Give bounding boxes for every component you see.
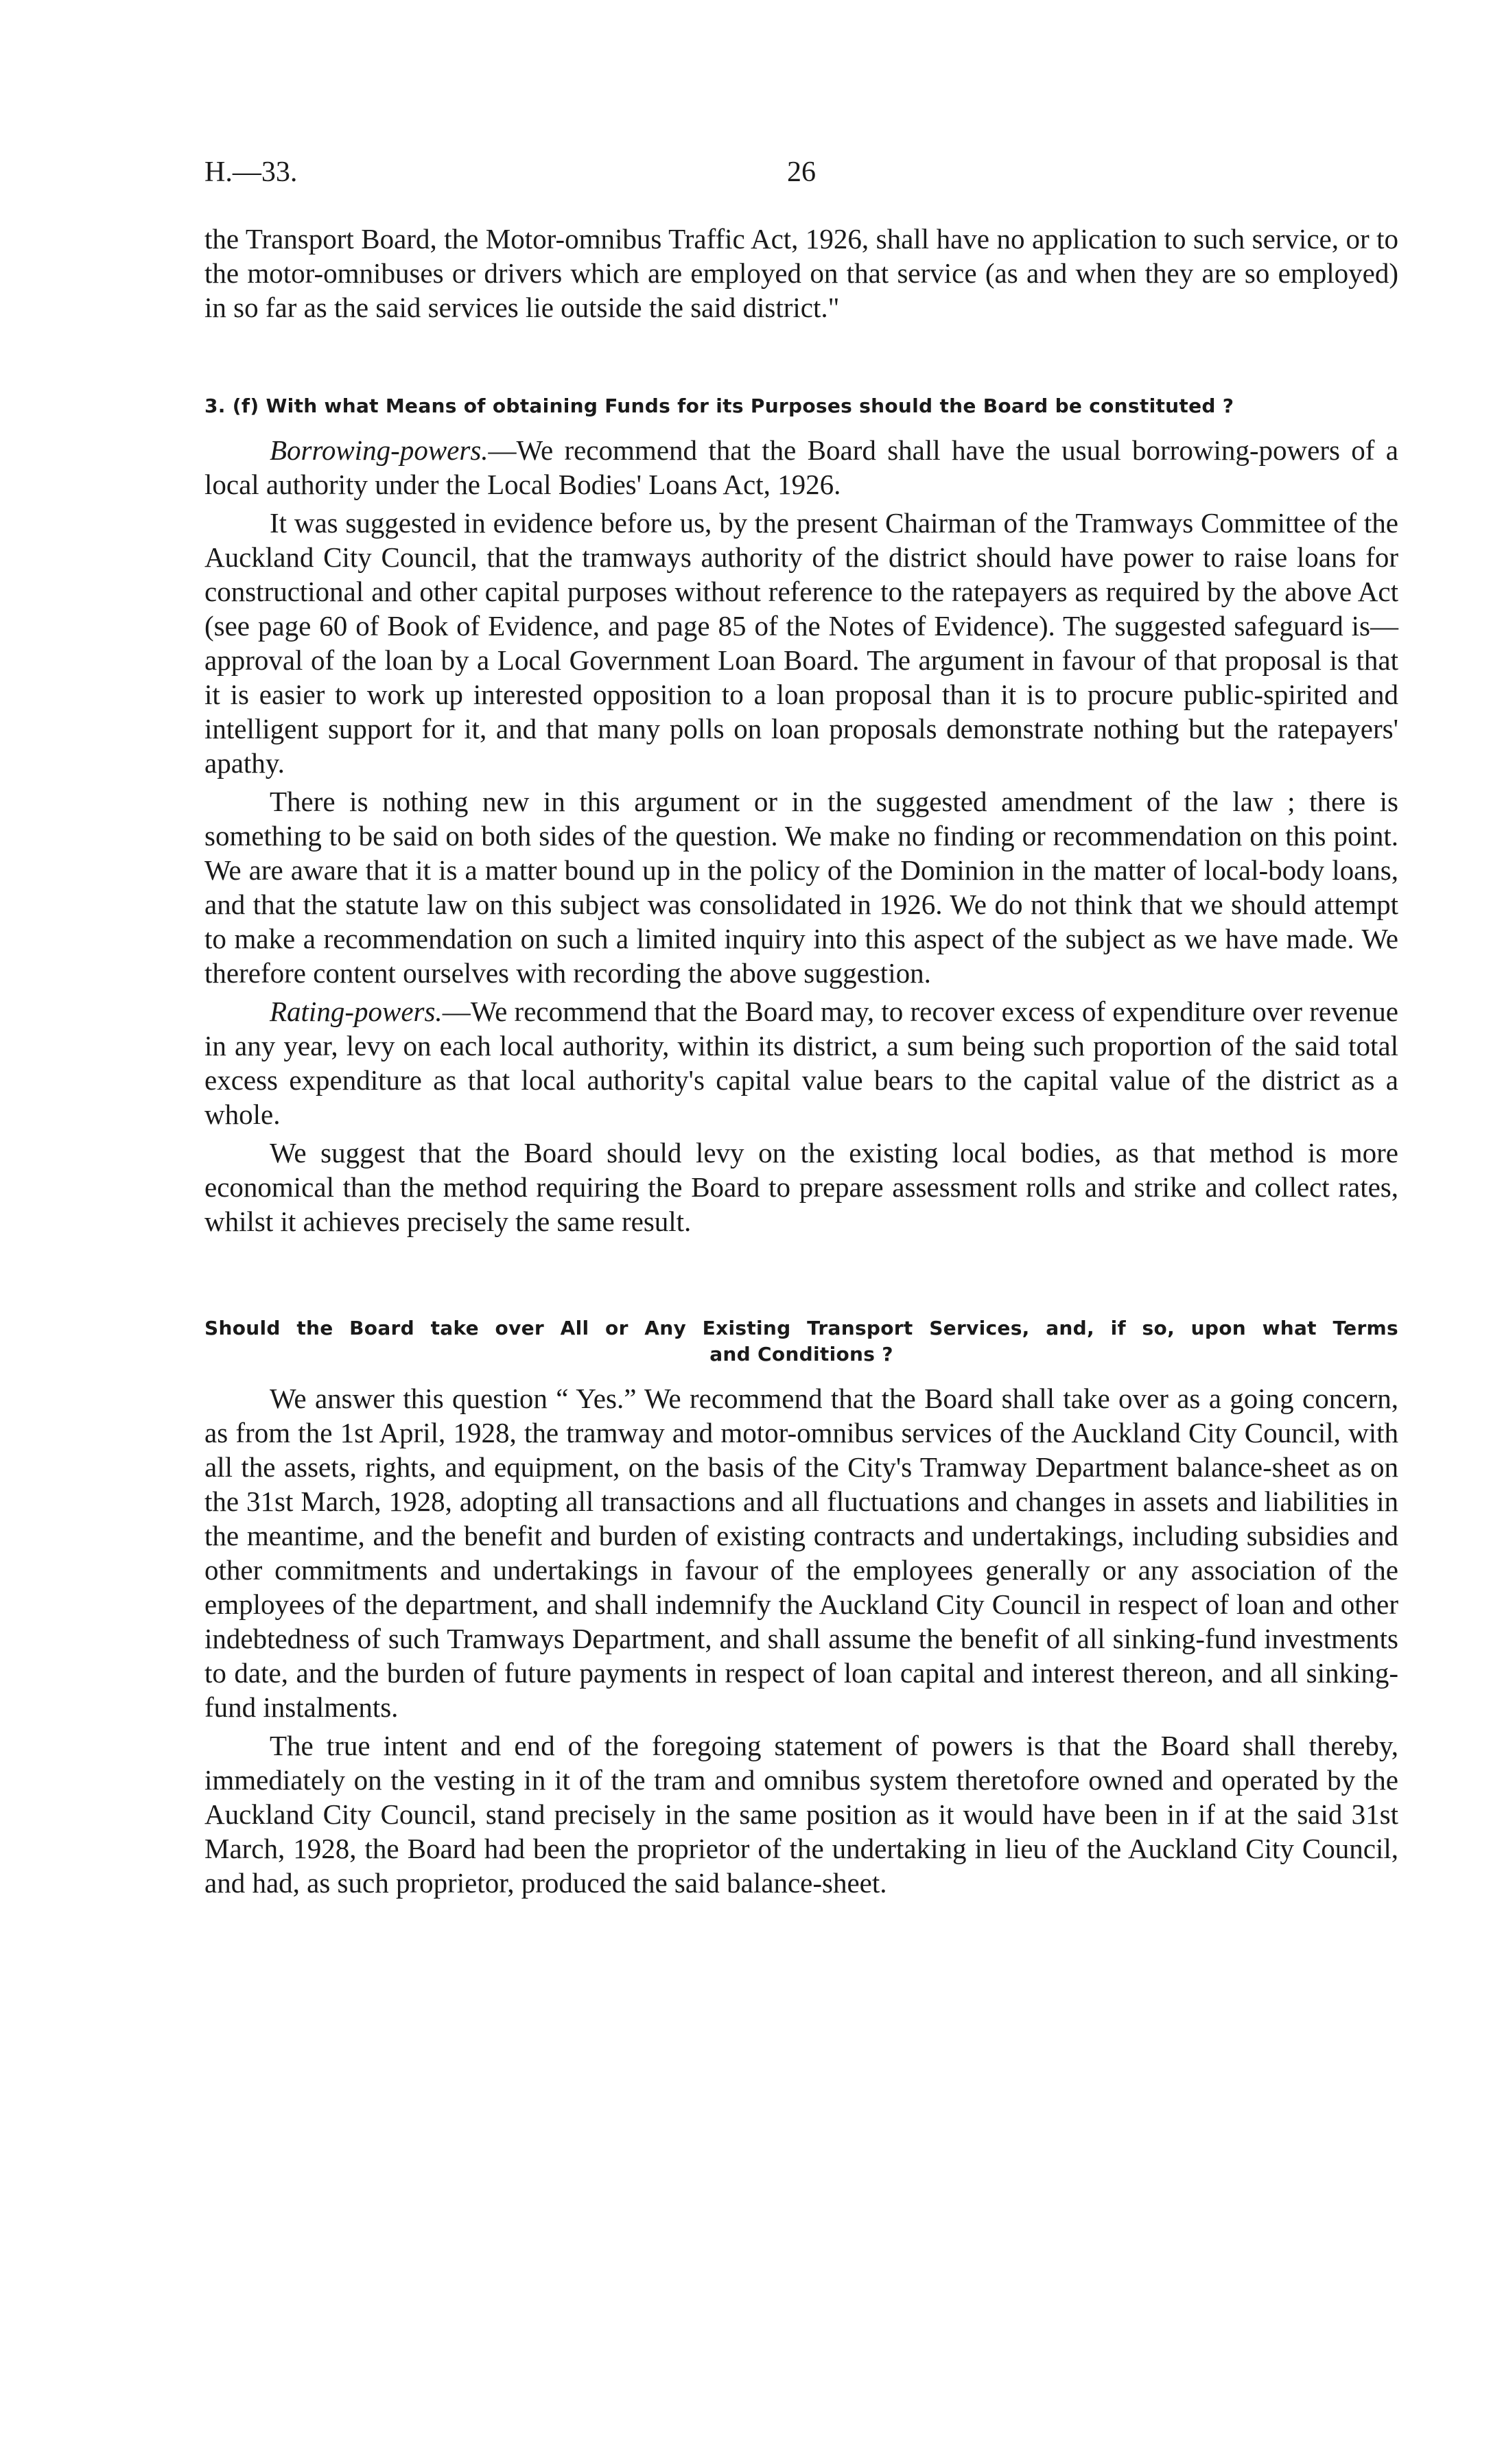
nothing-new-paragraph: There is nothing new in this argument or in the suggested amendment of the law ; there is something to be said on both sides of the question. We make no finding or recommendation on this point. We are aware that it is a matter bound up in the policy of the Dominion in the matter of local-body loans, and that the statute law on this subject was consolidated in 1926. We do not think that we should attempt to make a recommendation on such a limited inquiry into this aspect of the subject as we have made. We therefore content ourselves with recording the above suggestion. xyxy=(204,786,1398,989)
page-number: 26 xyxy=(787,156,816,188)
continuation-paragraph: the Transport Board, the Motor-omnibus Traffic Act, 1926, shall have no application to such service, or to the motor-omnibuses or drivers which are employed on that service (as and when they are so employed) in so far as the said services lie outside the said district." xyxy=(204,223,1398,323)
suggestion-paragraph: It was suggested in evidence before us, by the present Chairman of the Tramways Committee of the Auckland City Council, that the tramways authority of the district should have power to raise loans for constructional and other capital purposes without reference to the ratepayers as required by the above Act (see page 60 of Book of Evidence, and page 85 of the Notes of Evidence). The suggested safeguard is—approval of the loan by a Local Government Loan Board. The argument in favour of that proposal is that it is easier to work up interested opposition to a loan proposal than it is to procure public-spirited and intelligent support for it, and that many polls on loan proposals demonstrate nothing but the ratepayers' apathy. xyxy=(204,507,1398,779)
levy-paragraph: We suggest that the Board should levy on the existing local bodies, as that method is more economical than the method requiring the Board to prepare assessment rolls and strike and collect rates, whilst it achieves precisely the same result. xyxy=(204,1137,1398,1237)
section-heading-takeover xyxy=(204,1315,1398,1368)
document-page xyxy=(204,154,1398,1900)
takeover-heading-line-1: Should the Board take over All or Any Existing Transport Services, and, if so, upon what Terms xyxy=(204,1317,1398,1339)
section-heading-funds: 3. (f) With what Means of obtaining Funds for its Purposes should the Board be constituted ? xyxy=(204,395,1234,417)
rating-powers-paragraph xyxy=(204,994,1398,1131)
borrowing-powers-paragraph xyxy=(204,433,1398,502)
intent-paragraph: The true intent and end of the foregoing statement of powers is that the Board shall thereby, immediately on the vesting in it of the tram and omnibus system theretofore owned and operated by the Auckland City Council, stand precisely in the same position as it would have been in if at the said 31st March, 1928, the Board had been the proprietor of the undertaking in lieu of the Auckland City Council, and had, as such proprietor, produced the said balance-sheet. xyxy=(204,1730,1398,1899)
borrowing-powers-label: Borrowing-powers. xyxy=(270,434,489,466)
running-header xyxy=(204,154,1398,196)
rating-powers-text: —We recommend that the Board may, to recover excess of expenditure over revenue in any year, levy on each local authority, within its district, a sum being such proportion of the said total excess expenditure as that local authority's capital value bears to the capital value of the district as a whole. xyxy=(204,996,1398,1130)
borrowing-powers-text: —We recommend that the Board shall have the usual borrowing-powers of a local authority under the Local Bodies' Loans Act, 1926. xyxy=(204,434,1398,500)
rating-powers-label: Rating-powers. xyxy=(270,996,443,1027)
document-reference: H.—33. xyxy=(204,156,298,188)
takeover-heading-line-2: and Conditions ? xyxy=(709,1343,893,1365)
answer-paragraph: We answer this question “ Yes.” We recommend that the Board shall take over as a going concern, as from the 1st April, 1928, the tramway and motor-omnibus services of the Auckland City Council, with all the assets, rights, and equipment, on the basis of the City's Tramway Department balance-sheet as on the 31st March, 1928, adopting all transactions and all fluctuations and changes in assets and liabilities in the meantime, and the benefit and burden of existing contracts and undertakings, including subsidies and other commitments and undertakings in favour of the employees generally or any association of the employees of the department, and shall indemnify the Auckland City Council in respect of loan and other indebtedness of such Tramways Department, and shall assume the benefit of all sinking-fund investments to date, and the burden of future payments in respect of loan capital and interest thereon, and all sinking-fund instalments. xyxy=(204,1383,1398,1723)
